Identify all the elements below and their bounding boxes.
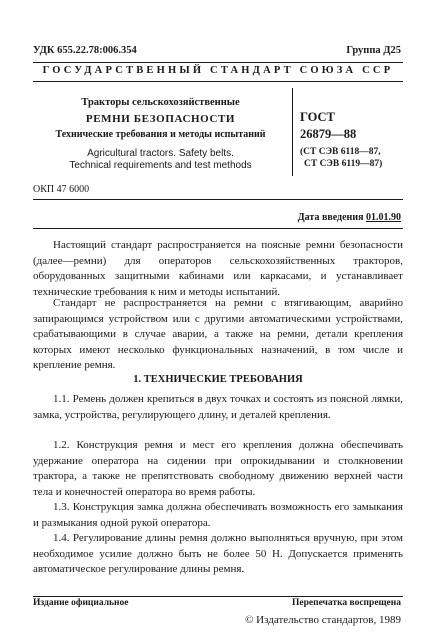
section-heading: 1. ТЕХНИЧЕСКИЕ ТРЕБОВАНИЯ — [133, 374, 303, 385]
english-title-line-2: Technical requirements and test methods — [69, 160, 252, 171]
reprint-notice: Перепечатка воспрещена — [291, 598, 401, 608]
banner-rule — [33, 81, 403, 82]
cmea-ref-1: (СТ СЭВ 6118—87, — [300, 147, 381, 157]
title-divider — [292, 88, 293, 176]
intro-paragraph-1: Настоящий стандарт распространяется на поясные ремни безопасности (далее—ремни) для операторов сельскохозяйственных тракторов, оборудованных защитными кабинами или каркасами, и устанавливает технические требования к ним и методы испытаний. — [33, 239, 403, 298]
group-code: Группа Д25 — [346, 45, 401, 56]
english-title-line-1: Agricultural tractors. Safety belts. — [87, 148, 234, 159]
introduction-date — [298, 212, 401, 223]
date-rule — [33, 228, 403, 229]
date-value: 01.01.90 — [366, 212, 401, 223]
okp-code: ОКП 47 6000 — [33, 184, 90, 195]
title-line-1: Тракторы сельскохозяйственные — [81, 97, 240, 108]
clause-1-1: 1.1. Ремень должен крепиться в двух точках и состоять из поясной лямки, замка, устройства, регулирующего длину, и деталей крепления. — [33, 393, 403, 421]
official-edition: Издание официальное — [33, 598, 129, 608]
top-rule — [33, 62, 403, 63]
state-standard-banner: ГОСУДАРСТВЕННЫЙ СТАНДАРТ СОЮЗА ССР — [42, 65, 394, 76]
gost-number: 26879—88 — [300, 127, 357, 141]
clause-1-2: 1.2. Конструкция ремня и мест его крепления должна обеспечивать удержание оператора на сидении при опрокидывании и столкновении трактора, а также не препятствовать свободному движению верхней части тела и конечностей оператора во время работы. — [33, 439, 403, 498]
intro-paragraph-2: Стандарт не распространяется на ремни с втягивающим, аварийно запирающимся устройством или с другими автоматическими устройствами, срабатывающими в случае аварии, а также на ремни, детали крепления которых имеют несколько функциональных назначений, в том числе и крепление ремня. — [33, 297, 403, 372]
footer-rule — [33, 596, 403, 597]
document-title: РЕМНИ БЕЗОПАСНОСТИ — [85, 113, 236, 125]
date-label: Дата введения — [297, 212, 364, 223]
gost-label: ГОСТ — [300, 110, 335, 124]
title-subtitle: Технические требования и методы испытаний — [55, 129, 266, 140]
clause-1-4: 1.4. Регулирование длины ремня должно выполняться вручную, при этом необходимое усилие должно быть не более 50 Н. Допускается применять автоматическое регулирование длины ремня. — [33, 532, 403, 576]
udk-code: УДК 655.22.78:006.354 — [33, 45, 137, 56]
okp-rule — [33, 199, 403, 200]
copyright: © Издательство стандартов, 1989 — [245, 614, 401, 626]
clause-1-3: 1.3. Конструкция замка должна обеспечивать возможность его замыкания и размыкания одной рукой оператора. — [33, 501, 403, 529]
cmea-ref-2: СТ СЭВ 6119—87) — [304, 159, 383, 169]
